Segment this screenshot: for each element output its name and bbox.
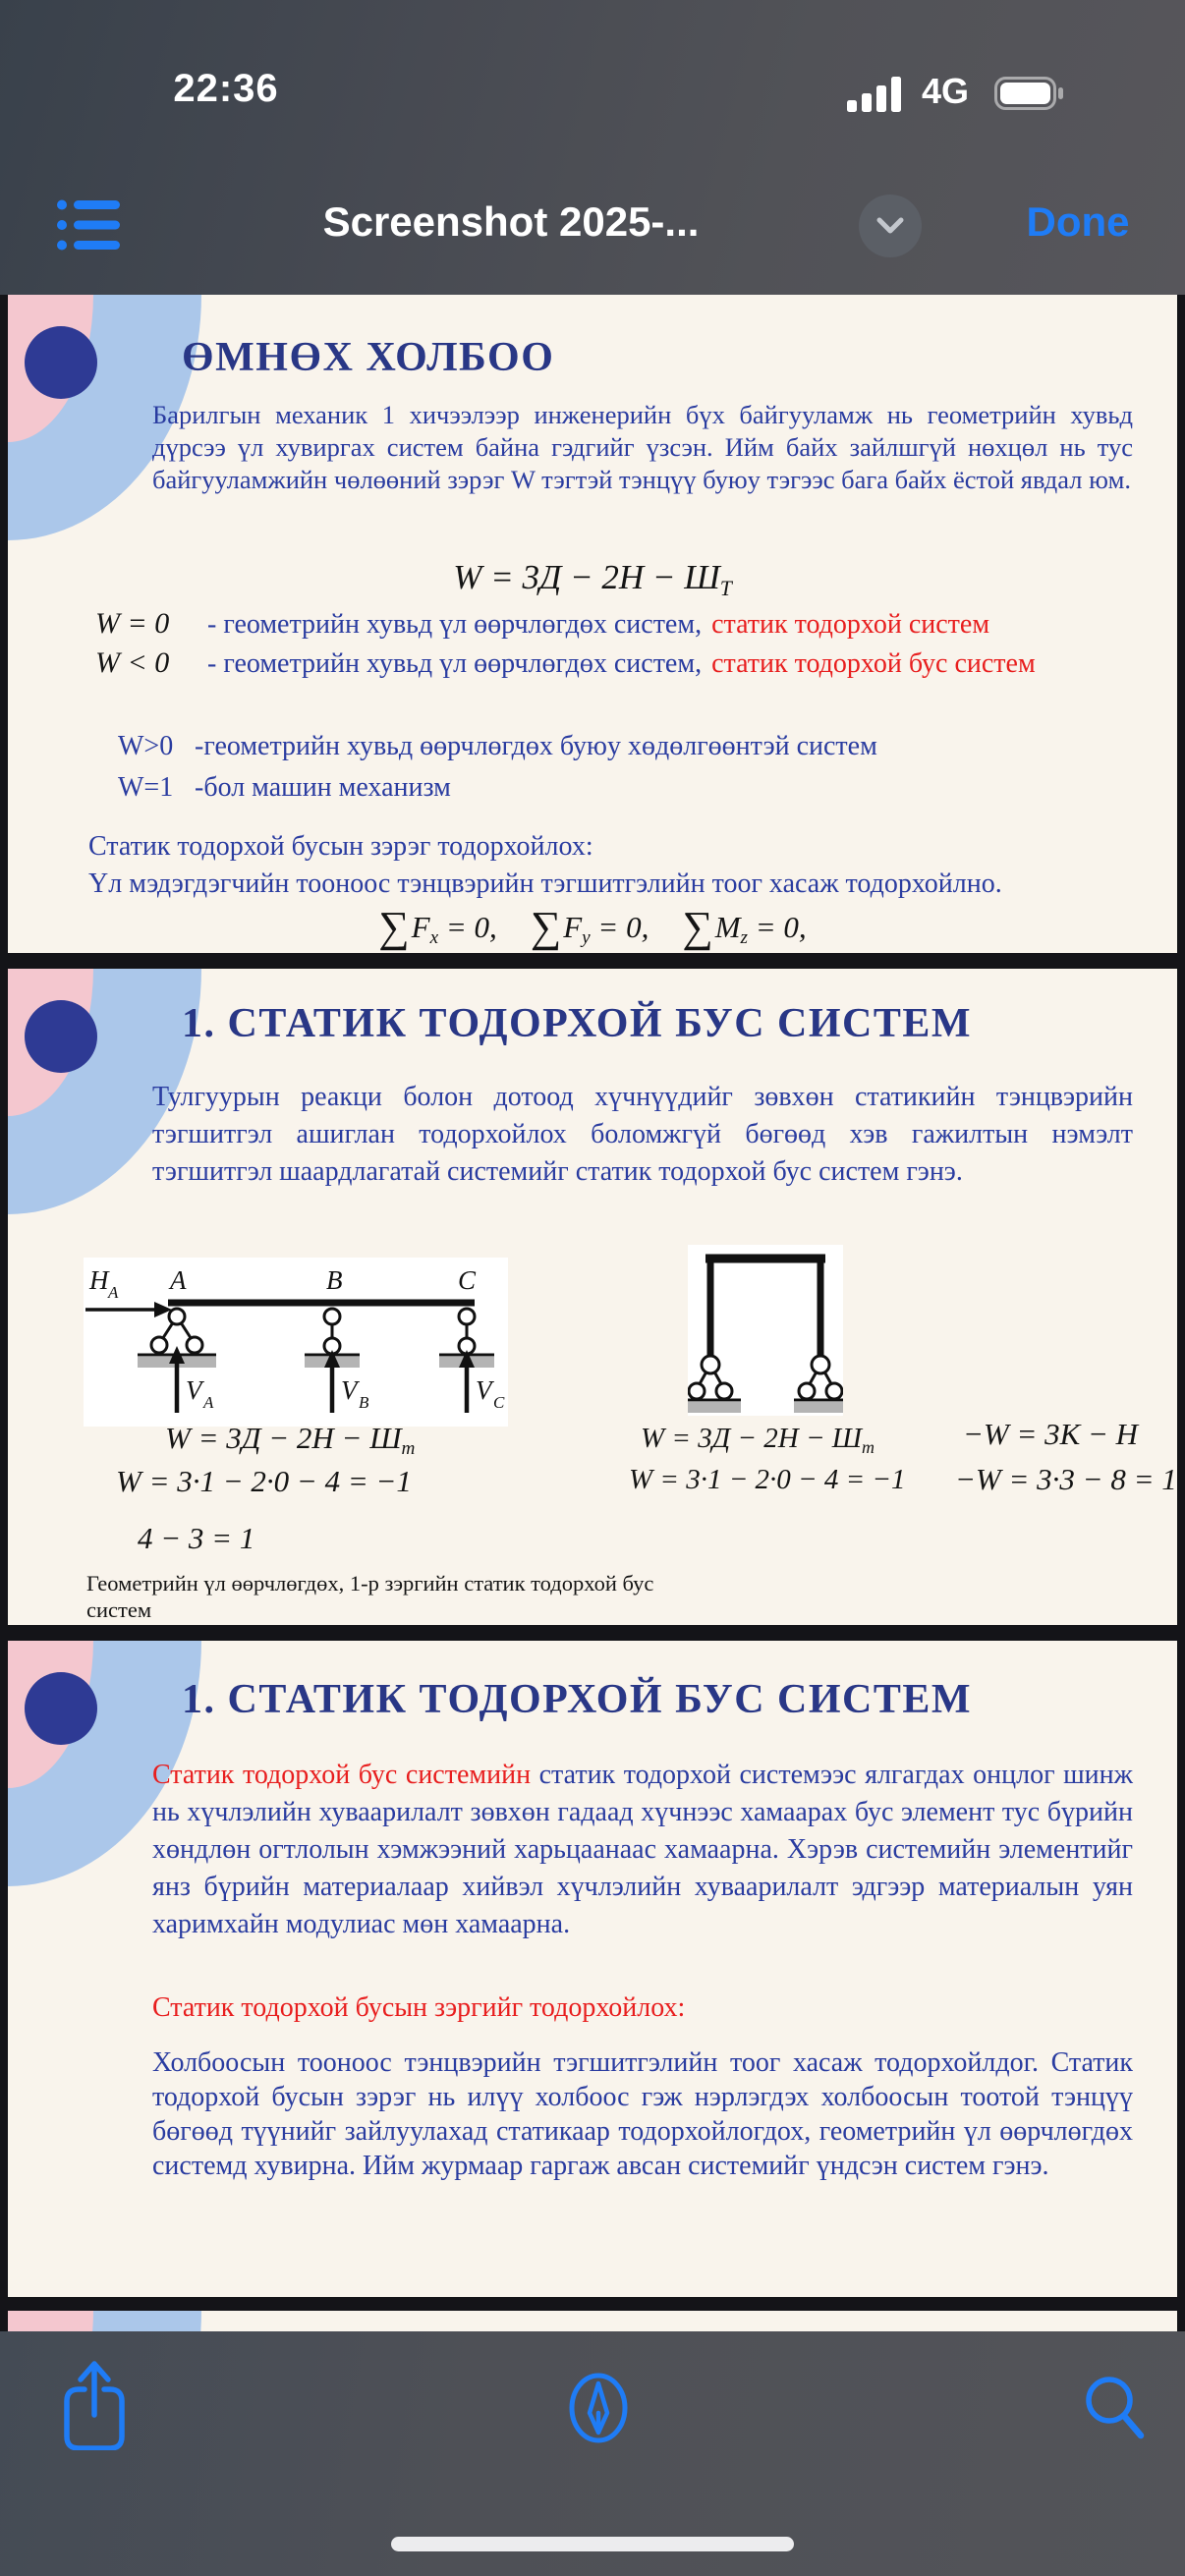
slide1-paragraph: Барилгын механик 1 хичээлээр инженерийн бүх байгууламж нь геометрийн хувьд дүрсээ үл хувиргах систем байна гэдгийг үзсэн. Ийм байх зайлшгүй нөхцөл нь тус байгууламжийн чөлөөний зэрэг W тэгтэй тэнцүү буюу тэгээс бага байх ёстой явдал юм. [152, 400, 1133, 494]
slide2-title: 1. СТАТИК ТОДОРХОЙ БУС СИСТЕМ [182, 1001, 973, 1046]
title-menu-button[interactable] [859, 195, 922, 257]
beam-formula-result: 4 − 3 = 1 [138, 1521, 255, 1555]
decor-circle [25, 1672, 97, 1745]
slide3-paragraph1 [152, 1757, 1133, 1943]
case-w-less-0: W < 0 - геометрийн хувьд үл өөрчлөгдөх систем, статик тодорхой бус систем [95, 646, 1036, 679]
search-button[interactable] [1081, 2374, 1148, 2444]
battery-icon [994, 77, 1065, 110]
markup-button[interactable] [567, 2372, 630, 2444]
svg-text:B: B [326, 1265, 343, 1295]
svg-text:C: C [458, 1265, 477, 1295]
done-button[interactable]: Done [1026, 198, 1130, 245]
slide3-paragraph2: Холбоосын тооноос тэнцвэрийн тэгшитгэлийн тоог хасаж тодорхойлдог. Статик тодорхой бусын зэрэг нь илүү холбоос гэж нэрлэгдэх холбоосын тоотой тэнцүү бөгөөд түүнийг зайлуулахад статикаар тодорхойлогдох, геометрийн үл өөрчлөгдөх системд хувирна. Ийм журмаар гаргаж авсан системийг үндсэн систем гэнэ. [152, 2047, 1133, 2181]
slide-1 [8, 295, 1177, 953]
bottom-toolbar [0, 2331, 1185, 2576]
slide3-lead-rest: статик тодорхой системээс ялгагдах онцлог шинж нь хүчлэлийн хуваарилалт зөвхөн гадаад хүчнээс хамаарах бус элемент тус бүрийн хөндлөн огтлолын хэмжээний харьцаанаас хамаарна. Хэрэв системийн элементийг янз бүрийн материалаар хийвэл хүчлэлийн хуваарилалт эдгээр материалын уян харимхайн модулиас мөн хамаарна. [152, 1760, 1133, 1939]
svg-text:B: B [359, 1393, 369, 1412]
case-w-equals-0: W = 0 - геометрийн хувьд үл өөрчлөгдөх систем, статик тодорхой систем [95, 607, 990, 640]
slide1-subtext: Үл мэдэгдэгчийн тооноос тэнцвэрийн тэгшитгэлийн тоог хасаж тодорхойлно. [88, 868, 1002, 899]
alt-formula-rule: −W = 3К − Н [963, 1417, 1139, 1451]
equilibrium-equations: ∑ F x = 0, ∑ F y = 0, ∑ M z = 0, [378, 903, 807, 951]
frame-formula-rule: W = 3Д − 2Н − Шт [641, 1423, 875, 1457]
slide3-title: 1. СТАТИК ТОДОРХОЙ БУС СИСТЕМ [182, 1677, 973, 1722]
slide3-subhead-red: Статик тодорхой бусын зэргийг тодорхойлох: [152, 1992, 686, 2023]
svg-text:C: C [493, 1393, 505, 1412]
beam-formula-rule: W = 3Д − 2Н − Шт [165, 1421, 416, 1460]
decor-circle [25, 1000, 97, 1073]
slide1-formula: W = 3Д − 2Н − ШТ [453, 558, 732, 600]
slide-2 [8, 969, 1177, 1625]
thumbnail-list-button[interactable] [57, 195, 122, 255]
svg-text:A: A [170, 1265, 187, 1295]
decor-circle [25, 326, 97, 399]
svg-text:H: H [89, 1265, 109, 1295]
document-title: Screenshot 2025-... [322, 198, 700, 245]
frame-formula-calc: W = 3·1 − 2·0 − 4 = −1 [629, 1464, 906, 1495]
note-w-equals-1: W=1 -бол машин механизм [118, 772, 451, 803]
network-type-label: 4G [922, 71, 970, 111]
chevron-down-icon [876, 217, 904, 235]
slide3-lead-red: Статик тодорхой бус системийн [152, 1760, 532, 1790]
diagram-caption: Геометрийн үл өөрчлөгдөх, 1-р зэргийн статик тодорхой бус систем [86, 1571, 654, 1622]
home-indicator[interactable] [391, 2537, 794, 2551]
slide1-title: ӨМНӨХ ХОЛБОО [182, 335, 555, 380]
svg-text:V: V [476, 1375, 492, 1405]
svg-text:A: A [108, 1283, 119, 1302]
slide-3 [8, 1641, 1177, 2297]
frame-diagram [688, 1245, 843, 1416]
share-button[interactable] [59, 2356, 130, 2450]
note-w-greater-0: W>0 -геометрийн хувьд өөрчлөгдөх буюу хөдөлгөөнтэй систем [118, 731, 877, 761]
header-bar [0, 0, 1185, 295]
alt-formula-calc: −W = 3·3 − 8 = 1 [955, 1462, 1177, 1496]
beam-diagram [84, 1258, 508, 1427]
svg-text:V: V [186, 1375, 202, 1405]
slide-4-partial [8, 2311, 1177, 2331]
slide2-paragraph: Тулгуурын реакци болон дотоод хүчнүүдийг зөвхөн статикийн тэнцвэрийн тэгшитгэл ашиглан тодорхойлох боломжгүй бөгөөд хэв гажилтын нэмэлт тэгшитгэл шаардлагатай системийг статик тодорхой бус систем гэнэ. [152, 1082, 1133, 1187]
status-time: 22:36 [173, 67, 279, 110]
beam-formula-calc: W = 3·1 − 2·0 − 4 = −1 [116, 1464, 412, 1498]
decor-arc-pink [8, 2311, 93, 2331]
svg-text:A: A [203, 1393, 214, 1412]
slide1-subhead: Статик тодорхой бусын зэрэг тодорхойлох: [88, 831, 593, 862]
cellular-signal-icon [847, 75, 908, 114]
svg-text:V: V [341, 1375, 358, 1405]
